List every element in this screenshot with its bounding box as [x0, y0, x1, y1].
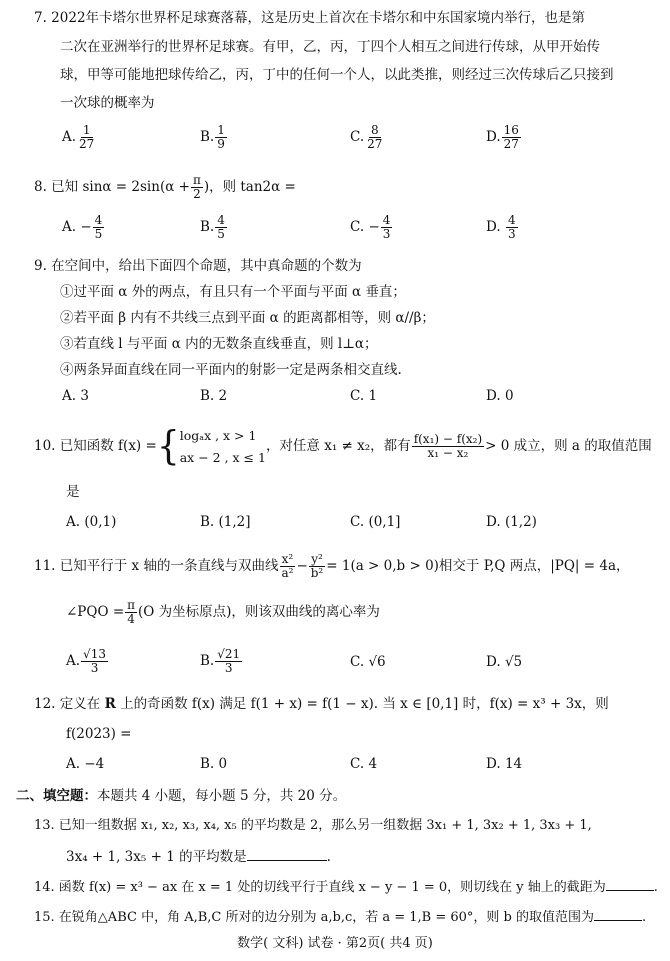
q11-option-a: A. $\frac{√13}{3}$ — [66, 647, 106, 675]
q13-answer-blank[interactable] — [247, 846, 327, 861]
q9-option-a: A. 3 — [62, 388, 89, 404]
q9-proposition-4: ④两条异面直线在同一平面内的射影一定是两条相交直线. — [60, 362, 402, 378]
q7-option-a: A. $\frac{1}{27}$ — [62, 123, 95, 151]
q12-option-c: C. 4 — [350, 756, 378, 772]
q7-option-b: B. $\frac{1}{9}$ — [200, 123, 225, 151]
q10-option-d: D. (1,2) — [486, 514, 537, 530]
q7-line1: 7. 2022年卡塔尔世界杯足球赛落幕，这是历史上首次在卡塔尔和中东国家境内举行，也是第 — [34, 10, 586, 26]
q10-stem: 10. 已知函数 f(x) ={ logₐx , x > 1 ax − 2 , x ≤ 1 ，对任意 x₁ ≠ x₂，都有 $\frac{\text{f(x₁) − f(x₂)}}{\text{x₁ − x₂}}$ > 0 成立，则 a 的取值范围 — [34, 423, 652, 469]
q11-option-c: C. √6 — [350, 654, 386, 670]
q9-proposition-1: ①过平面 α 外的两点，有且只有一个平面与平面 α 垂直； — [60, 284, 406, 300]
q14-line: 14. 函数 f(x) = x³ − ax 在 x = 1 处的切线平行于直线 x − y − 1 = 0，则切线在 y 轴上的截距为 . — [34, 876, 658, 898]
page-footer: 数学( 文科) 试卷 · 第2页( 共4 页) — [237, 936, 433, 951]
q12-line2: f(2023) = — [66, 726, 132, 742]
q11-line2: ∠PQO = $\frac{\pi}{4}$ (O 为坐标原点)，则该双曲线的离心率为 — [66, 598, 380, 626]
q12-option-b: B. 0 — [200, 756, 228, 772]
q9-option-d: D. 0 — [486, 388, 514, 404]
q8-option-b: B. $\frac{4}{5}$ — [200, 213, 225, 241]
q9-proposition-3: ③若直线 l 与平面 α 内的无数条直线垂直，则 l⊥α； — [60, 336, 378, 352]
piecewise-cases: logₐx , x > 1 ax − 2 , x ≤ 1 — [179, 427, 266, 465]
q7-line2: 二次在亚洲举行的世界杯足球赛。有甲，乙，丙，丁四个人相互之间进行传球，从甲开始传 — [60, 39, 600, 55]
q14-answer-blank[interactable] — [606, 876, 654, 891]
q7-option-c: C. $\frac{8}{27}$ — [350, 123, 383, 151]
q8-stem: 8. 已知 sinα = 2sin(α + $\frac{\pi}{2}$ )，则 tan2α = — [34, 173, 296, 201]
q9-stem: 9. 在空间中，给出下面四个命题，其中真命题的个数为 — [34, 258, 362, 274]
q7-line4: 一次球的概率为 — [60, 95, 155, 111]
q12-option-a: A. −4 — [66, 756, 105, 772]
q15-answer-blank[interactable] — [594, 906, 642, 921]
q13-line1: 13. 已知一组数据 x₁, x₂, x₃, x₄, x₅ 的平均数是 2，那么另一组数据 3x₁ + 1, 3x₂ + 1, 3x₃ + 1, — [34, 818, 592, 833]
q10-option-b: B. (1,2] — [200, 514, 251, 530]
q8-option-a: A. − $\frac{4}{5}$ — [62, 213, 103, 241]
q12-line1: 12. 定义在 R 上的奇函数 f(x) 满足 f(1 + x) = f(1 − x). 当 x ∈ [0,1] 时，f(x) = x³ + 3x，则 — [34, 696, 609, 712]
q10-option-c: C. (0,1] — [350, 514, 401, 530]
q10-line2: 是 — [66, 484, 80, 500]
section-header: 二、填空题：本题共 4 小题，每小题 5 分，共 20 分。 — [16, 788, 347, 804]
q8-option-c: C. − $\frac{4}{3}$ — [350, 213, 391, 241]
q9-proposition-2: ②若平面 β 内有不共线三点到平面 α 的距离都相等，则 α//β； — [60, 310, 435, 326]
q9-option-c: C. 1 — [350, 388, 378, 404]
q11-option-d: D. √5 — [486, 654, 523, 670]
q12-option-d: D. 14 — [486, 756, 523, 772]
q7-option-d: D. $\frac{16}{27}$ — [486, 123, 519, 151]
q9-option-b: B. 2 — [200, 388, 228, 404]
piecewise-brace: { — [156, 423, 180, 469]
q13-line2: 3x₄ + 1, 3x₅ + 1 的平均数是 . — [66, 846, 331, 867]
q7-line3: 球，甲等可能地把球传给乙，丙，丁中的任何一个人，以此类推，则经过三次传球后乙只接到 — [60, 67, 614, 83]
q8-option-d: D. $\frac{4}{3}$ — [486, 213, 516, 241]
q10-option-a: A. (0,1) — [66, 514, 117, 530]
q15-line: 15. 在锐角△ABC 中，角 A,B,C 所对的边分别为 a,b,c，若 a = 1,B = 60°，则 b 的取值范围为 . — [34, 906, 646, 928]
q11-option-b: B. $\frac{√21}{3}$ — [200, 647, 241, 675]
q11-stem: 11. 已知平行于 x 轴的一条直线与双曲线 $\frac{\text{x²}}{\text{a²}}$ − $\frac{\text{y²}}{\text{b²}}$ = 1(a > 0,b > 0)相交于 P,Q 两点，|PQ| = 4a， — [34, 552, 630, 580]
